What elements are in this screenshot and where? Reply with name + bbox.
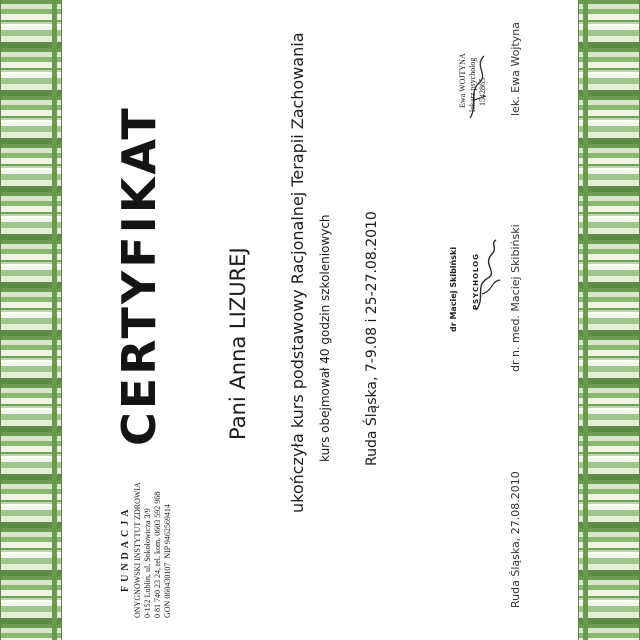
wojtyna-stamp-line-1: Ewa WOJTYNA xyxy=(458,53,467,108)
wojtyna-stamp-line-2: lekarz psycholog xyxy=(468,57,477,112)
skibinski-signature xyxy=(468,238,508,318)
organization-line-3: 0 81 740 23 24, tel. kom. 0603 592 968 xyxy=(153,491,162,618)
organization-line-2: 0-152 Lublin, ul. Sokołowicza 3/9 xyxy=(143,508,152,618)
course-place-dates: Ruda Śląska, 7-9.08 i 25-27.08.2010 xyxy=(364,211,380,466)
skibinski-stamp-role: PSYCHOLOG xyxy=(472,253,480,310)
wojtyna-caption: lek. Ewa Wojtyna xyxy=(509,22,522,116)
decorative-border-left xyxy=(0,0,62,640)
decorative-border-right xyxy=(578,0,640,640)
course-description: ukończyła kurs podstawowy Racjonalnej Terapii Zachowania xyxy=(288,32,307,513)
wojtyna-stamp-line-3: 1542865 xyxy=(478,78,487,106)
skibinski-stamp-name: dr Maciej Skibiński xyxy=(449,246,458,332)
certificate-title: CERTYFIKAT xyxy=(112,105,166,446)
recipient-name: Pani Anna LIZUREJ xyxy=(226,247,250,440)
course-hours: kurs obejmował 40 godzin szkoleniowych xyxy=(318,214,332,462)
organization-line-1: ONYGNOWSKI INSTYTUT ZDROWIA xyxy=(133,482,142,618)
wojtyna-signature xyxy=(464,52,494,122)
organization-line-4: GON 060430107 NIP 9462569414 xyxy=(163,504,172,618)
skibinski-caption: dr n. med. Maciej Skibiński xyxy=(509,224,522,372)
organization-name: FUNDACJA xyxy=(120,505,131,592)
issue-date: Ruda Śląska, 27.08.2010 xyxy=(509,471,522,608)
